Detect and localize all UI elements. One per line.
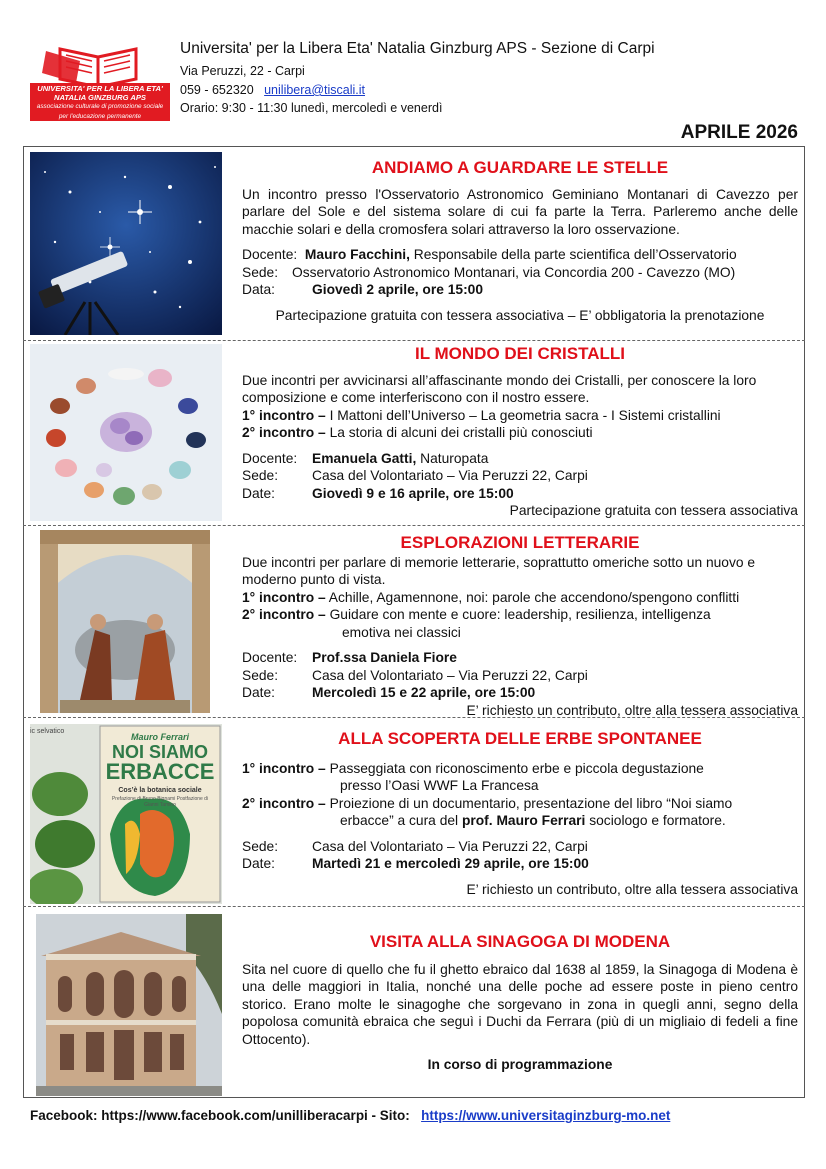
book-credits: Prefazione di Bruno Bignami Postfazione di Gianni Tamino [111, 796, 209, 808]
sede-value: Casa del Volontariato – Via Peruzzi 22, Carpi [312, 667, 588, 683]
speaker-name: prof. Mauro Ferrari [461, 813, 586, 828]
event-note: In corso di programmazione [427, 1057, 613, 1072]
docente-name: Prof.ssa Daniela Fiore [312, 650, 457, 665]
sede-label: Sede: [242, 667, 279, 683]
logo-text: UNIVERSITA' PER LA LIBERA ETA' NATALIA GINZBURG APS [37, 84, 163, 102]
event-title: ESPLORAZIONI LETTERARIE [400, 533, 640, 552]
event-note: E’ richiesto un contributo, oltre alla tessera associativa [466, 881, 798, 897]
divider [23, 340, 805, 341]
book-title-1: NOI SIAMO [111, 742, 208, 762]
incontro-text-cont: presso l’Oasi WWF La Francesa [340, 778, 539, 793]
book-publisher: ic selvatico [30, 728, 65, 735]
event-title: ANDIAMO A GUARDARE LE STELLE [371, 158, 669, 177]
site-link[interactable]: https://www.universitaginzburg-mo.net [421, 1108, 671, 1123]
logo [30, 43, 170, 121]
event-crystals [242, 345, 798, 520]
facebook-text: Facebook: https://www.facebook.com/unilliberacarpi - Sito: [30, 1108, 410, 1123]
docente-role: Responsabile della parte scientifica dell’Osservatorio [413, 247, 737, 262]
sede-label: Sede: [242, 468, 279, 483]
incontro-label: 2° incontro – [242, 425, 326, 440]
book-subtitle: Cos’è la botanica sociale [118, 787, 202, 794]
crystals-image [30, 344, 222, 521]
event-note: E’ richiesto un contributo, oltre alla tessera associativa [466, 702, 798, 718]
incontro-label: 1° incontro – [242, 760, 326, 776]
event-title: ALLA SCOPERTA DELLE ERBE SPONTANEE [338, 729, 702, 748]
event-note: Partecipazione gratuita con tessera associativa – E’ obbligatoria la prenotazione [275, 307, 765, 323]
sede-value: Casa del Volontariato – Via Peruzzi 22, Carpi [312, 838, 588, 854]
event-description: Due incontri per avvicinarsi all’affascinante mondo dei Cristalli, per conoscere la loro composizione e come interferiscono con il nostro essere. [242, 372, 757, 405]
event-literature [242, 534, 798, 719]
incontro-label: 2° incontro – [242, 607, 326, 622]
org-name: Universita' per la Libera Eta' Natalia Ginzburg APS - Sezione di Carpi [180, 40, 655, 57]
event-title: IL MONDO DEI CRISTALLI [415, 344, 625, 363]
speaker-role: sociologo e formatore. [589, 813, 726, 828]
sede-value: Casa del Volontariato – Via Peruzzi 22, Carpi [312, 468, 588, 483]
stars-telescope-image [30, 152, 222, 335]
event-description: Sita nel cuore di quello che fu il ghetto ebraico dal 1638 al 1859, la Sinagoga di Modena è una delle maggiori in Italia, nonché una delle poche ad essere poste in pieno centro storico. Erano molte le sinagoghe che sorgevano in zona in quegli anni, segno della popolosa comunità ebraica che seguì i Duchi da Ferrara (più di un migliaio di fedeli a fine Ottocento). [242, 961, 798, 1047]
data-value: Mercoledì 15 e 22 aprile, ore 15:00 [312, 685, 536, 700]
event-title: VISITA ALLA SINAGOGA DI MODENA [369, 932, 671, 951]
divider [23, 525, 805, 526]
book-author: Mauro Ferrari [130, 732, 190, 742]
data-label: Data: [242, 282, 275, 297]
email-link[interactable]: unilibera@tiscali.it [264, 83, 366, 97]
data-value: Martedì 21 e mercoledì 29 aprile, ore 15:00 [312, 856, 589, 871]
incontro-label: 2° incontro – [242, 795, 326, 811]
docente-name: Emanuela Gatti, [312, 450, 417, 466]
data-label: Date: [242, 856, 275, 871]
incontro-text: La storia di alcuni dei cristalli più conosciuti [329, 425, 593, 440]
sede-label: Sede: [242, 838, 279, 854]
docente-label: Docente: [242, 450, 298, 466]
org-phone: 059 - 652320 [180, 83, 254, 97]
org-address: Via Peruzzi, 22 - Carpi [180, 64, 305, 78]
logo-subtext: associazione culturale di promozione sociale per l'educazione permanente [36, 103, 164, 120]
fresco-image [40, 530, 210, 713]
event-stars [242, 159, 798, 324]
data-value: Giovedì 2 aprile, ore 15:00 [312, 282, 484, 297]
incontro-text-cont: erbacce” a cura del [340, 813, 459, 828]
month-title: APRILE 2026 [680, 122, 798, 143]
incontro-text-cont: emotiva nei classici [342, 624, 461, 640]
docente-label: Docente: [242, 650, 298, 665]
event-description: Due incontri per parlare di memorie letterarie, soprattutto omeriche sotto un nuovo e moderno punto di vista. [242, 554, 756, 587]
sede-value: Osservatorio Astronomico Montanari, via Concordia 200 - Cavezzo (MO) [292, 264, 736, 280]
incontro-label: 1° incontro – [242, 589, 326, 605]
event-note: Partecipazione gratuita con tessera associativa [509, 503, 798, 518]
data-value: Giovedì 9 e 16 aprile, ore 15:00 [312, 485, 514, 501]
event-description: Un incontro presso l'Osservatorio Astronomico Geminiano Montanari di Cavezzo per parlare del Sole e del sistema solare di cui fa parte la Terra. Parleremo anche delle macchie solari e della cromosfera solari attraverso la loro osservazione. [242, 186, 798, 237]
docente-label: Docente: [242, 247, 298, 262]
event-synagogue [242, 933, 798, 1074]
org-hours: Orario: 9:30 - 11:30 lunedì, mercoledì e venerdì [180, 101, 443, 115]
synagogue-image [36, 914, 222, 1096]
data-label: Date: [242, 485, 275, 501]
data-label: Date: [242, 685, 275, 700]
divider [23, 906, 805, 907]
footer [30, 1108, 670, 1123]
incontro-text: Achille, Agamennone, noi: parole che accendono/spengono conflitti [328, 589, 740, 605]
incontro-label: 1° incontro – [242, 407, 326, 423]
incontro-text: Proiezione di un documentario, presentazione del libro “Noi siamo [329, 795, 733, 811]
event-herbs [242, 730, 798, 898]
sede-label: Sede: [242, 264, 279, 280]
docente-role: Naturopata [420, 450, 489, 466]
incontro-text: Guidare con mente e cuore: leadership, resilienza, intelligenza [329, 607, 711, 622]
incontro-text: Passeggiata con riconoscimento erbe e piccola degustazione [329, 760, 704, 776]
incontro-text: I Mattoni dell’Universo – La geometria sacra - I Sistemi cristallini [329, 407, 721, 423]
book-title-2: ERBACCE [105, 759, 215, 784]
docente-name: Mauro Facchini, [304, 247, 410, 262]
herbs-book-image [30, 724, 222, 904]
